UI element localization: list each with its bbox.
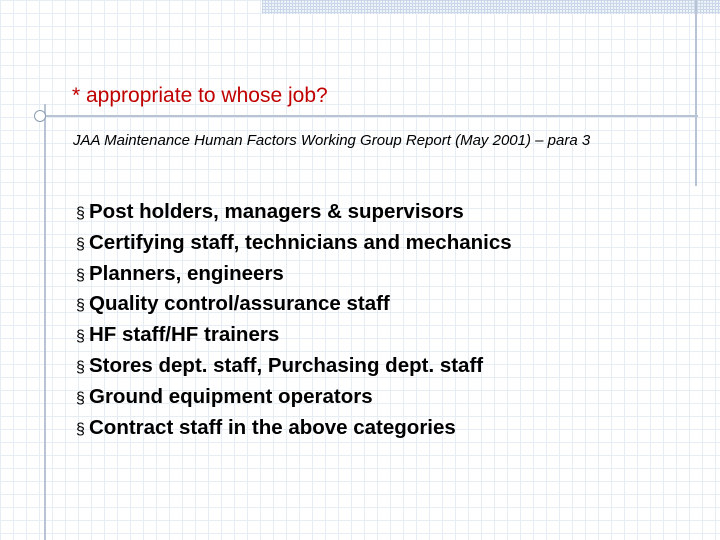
bullet-list — [76, 198, 512, 444]
decorative-right-rule — [695, 0, 697, 186]
list-item-text: HF staff/HF trainers — [89, 323, 280, 347]
list-item — [76, 198, 512, 229]
list-item — [76, 352, 512, 383]
list-item — [76, 260, 512, 291]
bullet-icon: § — [76, 266, 85, 284]
decorative-left-rule — [44, 104, 46, 540]
decorative-horizontal-rule — [38, 115, 698, 117]
list-item-text: Post holders, managers & supervisors — [89, 200, 464, 223]
list-item — [76, 229, 512, 260]
decorative-top-band — [262, 0, 720, 14]
list-item-text: Contract staff in the above categories — [89, 415, 456, 439]
bullet-icon: § — [76, 389, 85, 407]
slide-title: * appropriate to whose job? — [72, 84, 328, 107]
bullet-icon: § — [76, 297, 85, 315]
list-item-text: Planners, engineers — [89, 261, 284, 285]
bullet-icon: § — [76, 205, 85, 222]
list-item — [76, 383, 512, 414]
list-item — [76, 321, 512, 352]
bullet-icon: § — [76, 420, 85, 438]
list-item — [76, 414, 512, 445]
slide-subtitle: JAA Maintenance Human Factors Working Group Report (May 2001) – para 3 — [73, 132, 591, 149]
list-item — [76, 290, 512, 321]
list-item-text: Stores dept. staff, Purchasing dept. staff — [89, 353, 484, 377]
bullet-icon: § — [76, 358, 85, 376]
list-item-text: Quality control/assurance staff — [89, 292, 390, 316]
list-item-text: Ground equipment operators — [89, 384, 373, 408]
list-item-text: Certifying staff, technicians and mechanics — [89, 230, 512, 254]
bullet-icon: § — [76, 328, 85, 346]
bullet-icon: § — [76, 235, 85, 253]
decorative-circle-icon — [34, 110, 46, 122]
